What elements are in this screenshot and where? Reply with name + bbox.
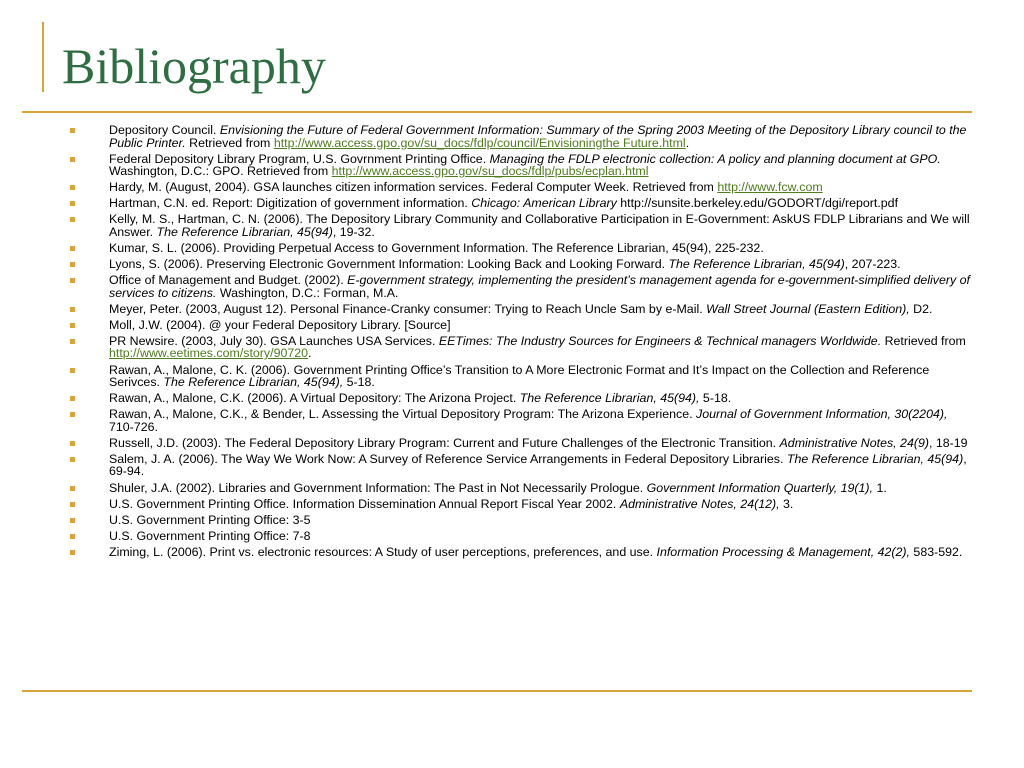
square-bullet-icon: [70, 339, 75, 344]
citation-title-italic: The Reference Librarian, 45(94): [786, 451, 964, 466]
citation-link[interactable]: http://www.access.gpo.gov/su_docs/fdlp/council/Envisioningthe Future.html: [273, 135, 686, 150]
citation-text: Retrieved from: [185, 135, 274, 150]
citation-text: Washington, D.C.: Forman, M.A.: [216, 285, 399, 300]
square-bullet-icon: [70, 502, 75, 507]
bibliography-entry: [70, 530, 970, 543]
bibliography-entry: [70, 197, 970, 210]
square-bullet-icon: [70, 534, 75, 539]
citation-text: , 19-32.: [332, 224, 375, 239]
citation-text: Retrieved from: [881, 333, 966, 348]
citation-text: Federal Depository Library Program, U.S. Govrnment Printing Office.: [109, 151, 490, 166]
bibliography-entry: [70, 408, 970, 433]
bibliography-entry: [70, 303, 970, 316]
bibliography-entry: [70, 124, 970, 149]
citation-text: Hardy, M. (August, 2004). GSA launches citizen information services. Federal Computer Week. Retrieved from: [109, 180, 718, 195]
citation-link[interactable]: http://www.fcw.com: [717, 180, 823, 195]
citation-text: Rawan, A., Malone, C. K. (2006). Government Printing Office’s Transition to A More Electronic Format and It’s Impact on the Collection and Reference Serivces.: [109, 362, 930, 390]
citation-title-italic: Chicago: American Library: [471, 196, 617, 211]
citation-text: Kelly, M. S., Hartman, C. N. (2006). The Depository Library Community and Collaborative Participation in E-Government: AskUS FDLP Librarians and We will Answer.: [109, 212, 970, 239]
footer-divider: [22, 690, 972, 692]
citation-link[interactable]: http://www.access.gpo.gov/su_docs/fdlp/pubs/ecplan.html: [331, 164, 649, 179]
citation-text: 3.: [779, 496, 794, 511]
bibliography-entry: [70, 482, 970, 495]
square-bullet-icon: [70, 550, 75, 555]
citation-text: Moll, J.W. (2004). @ your Federal Depository Library. [Source]: [109, 317, 451, 332]
square-bullet-icon: [70, 518, 75, 523]
slide-title: Bibliography: [62, 38, 326, 94]
citation-text: 710-726.: [109, 419, 158, 434]
citation-title-italic: Government Information Quarterly, 19(1),: [646, 480, 873, 495]
citation-text: , 207-223.: [844, 257, 901, 272]
citation-text: 583-592.: [909, 544, 963, 559]
square-bullet-icon: [70, 323, 75, 328]
citation-text: Lyons, S. (2006). Preserving Electronic Government Information: Looking Back and Looking Forward.: [109, 257, 669, 272]
citation-text: Washington, D.C.: GPO. Retrieved from: [109, 164, 332, 179]
citation-title-italic: Information Processing & Management, 42(2),: [656, 544, 910, 559]
title-divider: [22, 111, 972, 113]
bibliography-entry: [70, 514, 970, 527]
bibliography-entry: [70, 153, 970, 178]
citation-link[interactable]: http://www.eetimes.com/story/90720: [109, 346, 309, 361]
citation-text: Ziming, L. (2006). Print vs. electronic resources: A Study of user perceptions, preferences, and use.: [109, 544, 657, 559]
square-bullet-icon: [70, 246, 75, 251]
bibliography-entry: [70, 258, 970, 271]
citation-title-italic: The Reference Librarian, 45(94): [156, 224, 333, 239]
square-bullet-icon: [70, 217, 75, 222]
citation-title-italic: Managing the FDLP electronic collection: A policy and planning document at GPO.: [489, 151, 941, 166]
square-bullet-icon: [70, 128, 75, 133]
citation-text: .: [685, 135, 690, 150]
bibliography-entry: [70, 546, 970, 559]
bibliography-list: [70, 124, 970, 562]
bibliography-entry: [70, 498, 970, 511]
square-bullet-icon: [70, 157, 75, 162]
citation-title-italic: Journal of Government Information, 30(2204),: [696, 407, 948, 422]
citation-text: Salem, J. A. (2006). The Way We Work Now: A Survey of Reference Service Arrangements in Federal Depository Libraries.: [109, 451, 787, 466]
citation-title-italic: The Reference Librarian, 45(94),: [519, 391, 700, 406]
square-bullet-icon: [70, 278, 75, 283]
bibliography-entry: [70, 437, 970, 450]
square-bullet-icon: [70, 396, 75, 401]
bibliography-entry: [70, 453, 970, 478]
citation-text: Hartman, C.N. ed. Report: Digitization of government information.: [109, 196, 472, 211]
citation-text: Office of Management and Budget. (2002).: [109, 273, 348, 288]
citation-text: Shuler, J.A. (2002). Libraries and Government Information: The Past in Not Necessarily Prologue.: [109, 480, 647, 495]
square-bullet-icon: [70, 262, 75, 267]
citation-text: U.S. Government Printing Office: 7-8: [109, 528, 311, 543]
citation-title-italic: The Reference Librarian, 45(94),: [163, 375, 344, 390]
citation-text: Russell, J.D. (2003). The Federal Depository Library Program: Current and Future Challenges of the Electronic Transition.: [109, 435, 780, 450]
citation-text: .: [308, 346, 312, 361]
square-bullet-icon: [70, 368, 75, 373]
bibliography-entry: [70, 274, 970, 299]
decorative-vertical-rule: [42, 22, 44, 92]
bibliography-entry: [70, 392, 970, 405]
citation-text: , 69-94.: [109, 451, 967, 479]
citation-text: Depository Council.: [109, 123, 220, 137]
square-bullet-icon: [70, 441, 75, 446]
citation-text: Rawan, A., Malone, C.K., & Bender, L. Assessing the Virtual Depository Program: The Arizona Experience.: [109, 407, 697, 422]
citation-title-italic: Envisioning the Future of Federal Government Information: Summary of the Spring 2003 Meeting of the Depository Library council to the Public Printer.: [109, 123, 967, 150]
square-bullet-icon: [70, 201, 75, 206]
citation-title-italic: The Reference Librarian, 45(94): [668, 257, 845, 272]
bibliography-entry: [70, 364, 970, 389]
square-bullet-icon: [70, 486, 75, 491]
bibliography-entry: [70, 181, 970, 194]
citation-text: http://sunsite.berkeley.edu/GODORT/dgi/report.pdf: [616, 196, 899, 211]
citation-text: Kumar, S. L. (2006). Providing Perpetual Access to Government Information. The Reference Librarian, 45(94), 225-232.: [109, 240, 764, 255]
bibliography-entry: [70, 335, 970, 360]
citation-text: Rawan, A., Malone, C.K. (2006). A Virtual Depository: The Arizona Project.: [109, 391, 520, 406]
square-bullet-icon: [70, 307, 75, 312]
citation-title-italic: EETimes: The Industry Sources for Engineers & Technical managers Worldwide.: [438, 333, 882, 348]
square-bullet-icon: [70, 185, 75, 190]
citation-text: 5-18.: [343, 375, 375, 390]
citation-text: 5-18.: [699, 391, 732, 406]
citation-title-italic: E-government strategy, implementing the president’s management agenda for e-government-simplified delivery of services to citizens.: [109, 273, 970, 300]
citation-title-italic: Administrative Notes, 24(9): [779, 435, 929, 450]
square-bullet-icon: [70, 457, 75, 462]
citation-text: U.S. Government Printing Office. Information Dissemination Annual Report Fiscal Year 2002.: [109, 496, 620, 511]
citation-text: 1.: [873, 480, 887, 495]
bibliography-entry: [70, 319, 970, 332]
citation-text: Meyer, Peter. (2003, August 12). Personal Finance-Cranky consumer: Trying to Reach Uncle Sam by e-Mail.: [109, 301, 707, 316]
citation-text: PR Newsire. (2003, July 30). GSA Launches USA Services.: [109, 333, 439, 348]
bibliography-entry: [70, 213, 970, 238]
square-bullet-icon: [70, 412, 75, 417]
citation-text: , 18-19: [928, 435, 968, 450]
citation-text: D2.: [909, 301, 933, 316]
citation-text: U.S. Government Printing Office: 3-5: [109, 512, 311, 527]
bibliography-entry: [70, 242, 970, 255]
citation-title-italic: Administrative Notes, 24(12),: [619, 496, 780, 511]
citation-title-italic: Wall Street Journal (Eastern Edition),: [706, 301, 910, 316]
